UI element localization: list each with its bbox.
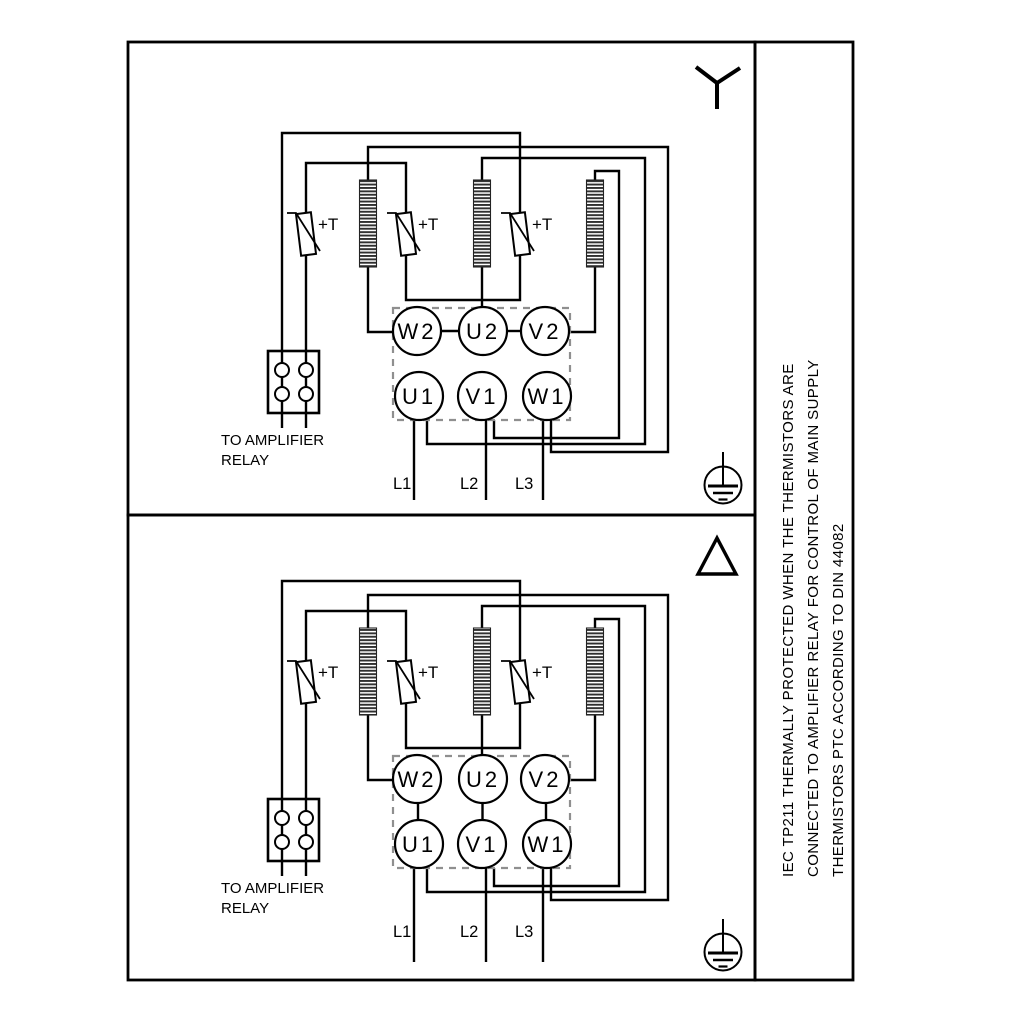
- terminal-w1: [523, 820, 571, 868]
- terminal-label: U2: [465, 767, 501, 792]
- supply-line-label: L2: [460, 923, 479, 941]
- terminal-u1: [395, 372, 443, 420]
- terminal-v1: [458, 372, 506, 420]
- thermistor-label: +T: [532, 215, 553, 234]
- terminal-label: U2: [465, 319, 501, 344]
- motor-winding: [587, 180, 604, 267]
- relay-terminal: [275, 363, 289, 377]
- thermistor-label: +T: [318, 215, 339, 234]
- terminal-w1: [523, 372, 571, 420]
- side-note-line: IEC TP211 THERMALLY PROTECTED WHEN THE THERMISTORS ARE: [780, 363, 797, 877]
- relay-terminal: [299, 363, 313, 377]
- motor-winding: [474, 628, 491, 715]
- terminal-w2: [393, 307, 441, 355]
- supply-line-label: L3: [515, 923, 534, 941]
- relay-note-line: TO AMPLIFIER: [221, 432, 325, 449]
- thermistor-label: +T: [418, 215, 439, 234]
- motor-winding: [360, 180, 377, 267]
- motor-winding: [474, 180, 491, 267]
- motor-winding: [360, 628, 377, 715]
- thermistor-label: +T: [418, 663, 439, 682]
- motor-winding: [587, 628, 604, 715]
- relay-terminal: [299, 811, 313, 825]
- terminal-label: W2: [397, 767, 437, 792]
- relay-note-line: RELAY: [221, 900, 270, 917]
- relay-terminal: [275, 387, 289, 401]
- supply-line-label: L1: [393, 475, 412, 493]
- terminal-u2: [459, 755, 507, 803]
- relay-note-line: RELAY: [221, 452, 270, 469]
- side-note-line: THERMISTORS PTC ACCORDING TO DIN 44082: [830, 523, 847, 877]
- terminal-label: V1: [465, 384, 499, 409]
- terminal-u1: [395, 820, 443, 868]
- terminal-v1: [458, 820, 506, 868]
- terminal-label: V1: [465, 832, 499, 857]
- terminal-label: V2: [528, 319, 562, 344]
- terminal-w2: [393, 755, 441, 803]
- terminal-label: U1: [401, 384, 437, 409]
- side-note-line: CONNECTED TO AMPLIFIER RELAY FOR CONTROL OF MAIN SUPPLY: [805, 359, 822, 877]
- terminal-label: W2: [397, 319, 437, 344]
- terminal-u2: [459, 307, 507, 355]
- supply-line-label: L2: [460, 475, 479, 493]
- relay-terminal: [275, 835, 289, 849]
- supply-line-label: L1: [393, 923, 412, 941]
- terminal-v2: [521, 307, 569, 355]
- terminal-v2: [521, 755, 569, 803]
- terminal-label: U1: [401, 832, 437, 857]
- thermistor-label: +T: [318, 663, 339, 682]
- relay-note-line: TO AMPLIFIER: [221, 880, 325, 897]
- terminal-label: W1: [527, 384, 567, 409]
- relay-terminal: [299, 387, 313, 401]
- terminal-label: W1: [527, 832, 567, 857]
- terminal-label: V2: [528, 767, 562, 792]
- supply-line-label: L3: [515, 475, 534, 493]
- relay-terminal: [275, 811, 289, 825]
- relay-terminal: [299, 835, 313, 849]
- thermistor-label: +T: [532, 663, 553, 682]
